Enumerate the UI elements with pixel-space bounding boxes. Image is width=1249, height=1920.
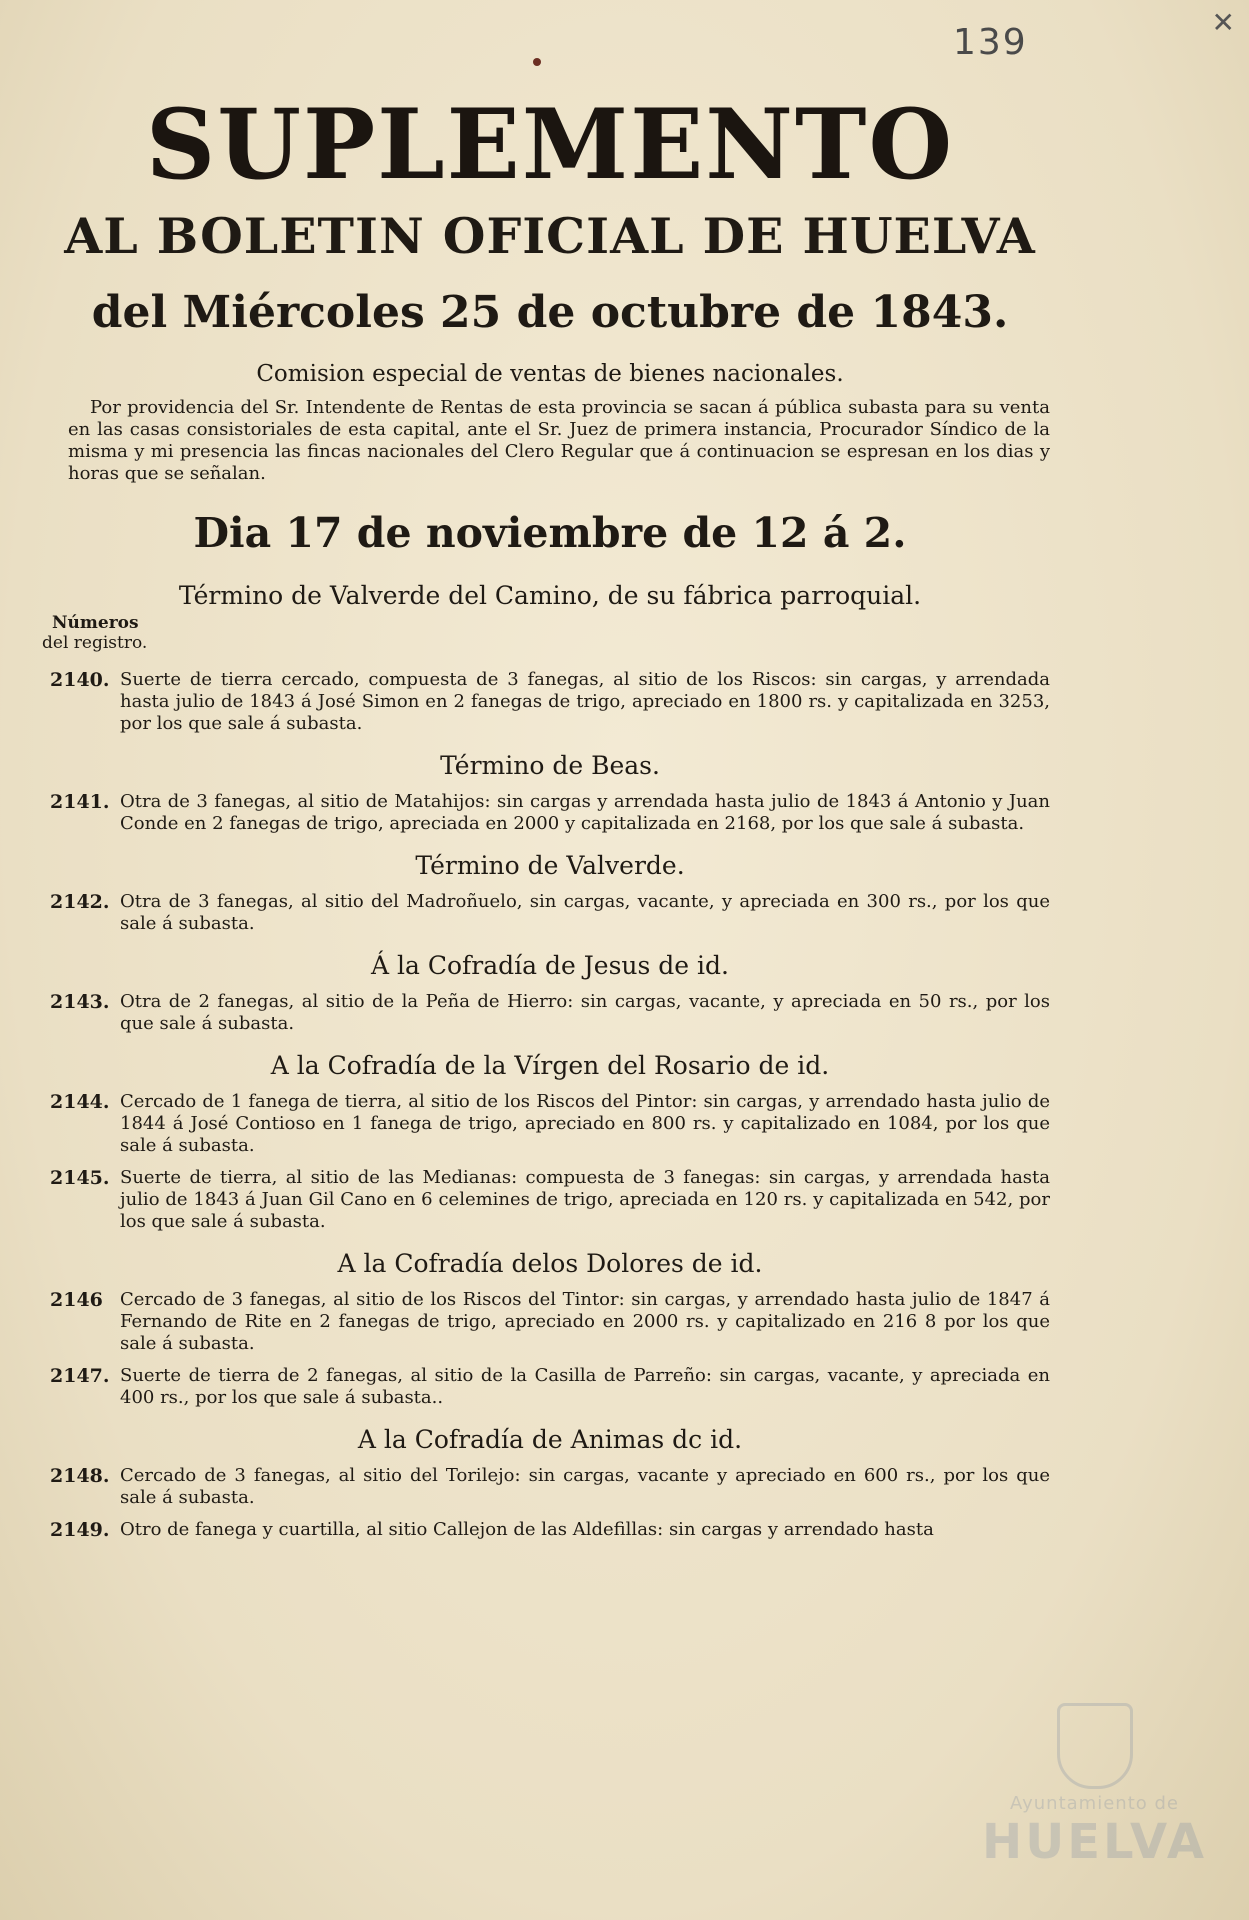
entry-number: 2146	[50, 1289, 103, 1311]
registry-label	[42, 613, 1050, 653]
entry-number: 2140.	[50, 669, 110, 691]
registry-entry	[50, 1365, 1050, 1409]
entry-text: Suerte de tierra de 2 fanegas, al sitio de la Casilla de Parreño: sin cargas, vacante, y apreciada en 400 rs., por los que sale á subasta..	[120, 1365, 1050, 1408]
entry-text: Otra de 3 fanegas, al sitio de Matahijos: sin cargas y arrendada hasta julio de 1843 á Antonio y Juan Conde en 2 fanegas de trigo, apreciada en 2000 y capitalizada en 2168, por los que sale á subasta.	[120, 791, 1050, 834]
section-heading: Término de Valverde del Camino, de su fábrica parroquial.	[178, 581, 922, 610]
registry-entry	[50, 1167, 1050, 1233]
entry-text: Cercado de 1 fanega de tierra, al sitio de los Riscos del Pintor: sin cargas, y arrendado hasta julio de 1844 á José Contioso en 1 fanega de trigo, apreciado en 800 rs. y capitalizado en 1084, por los que sale á subasta.	[120, 1091, 1050, 1156]
entry-number: 2142.	[50, 891, 110, 913]
section-heading: Término de Valverde.	[415, 851, 685, 880]
entry-number: 2145.	[50, 1167, 110, 1189]
day-heading: Dia 17 de noviembre de 12 á 2.	[193, 509, 907, 557]
commission-line: Comision especial de ventas de bienes nacionales.	[256, 361, 844, 387]
archive-watermark	[982, 1703, 1207, 1870]
section-heading: Á la Cofradía de Jesus de id.	[371, 951, 729, 980]
corner-mark: ✕	[1211, 6, 1235, 39]
registry-entry	[50, 891, 1050, 935]
entry-text: Suerte de tierra, al sitio de las Medianas: compuesta de 3 fanegas: sin cargas, y arrendada hasta julio de 1843 á Juan Gil Cano en 6 celemines de trigo, apreciada en 120 rs. y capitalizada en 542, por los que sale á subasta.	[120, 1167, 1050, 1232]
entry-number: 2149.	[50, 1519, 110, 1541]
registry-entry	[50, 991, 1050, 1035]
entry-number: 2141.	[50, 791, 110, 813]
entry-number: 2143.	[50, 991, 110, 1013]
registry-entry	[50, 1519, 1050, 1541]
crest-icon	[1057, 1703, 1133, 1789]
watermark-line1: Ayuntamiento de	[1010, 1793, 1179, 1814]
document-title: SUPLEMENTO	[145, 88, 955, 201]
watermark-line2: HUELVA	[982, 1814, 1207, 1870]
entry-text: Cercado de 3 fanegas, al sitio de los Riscos del Tintor: sin cargas, y arrendado hasta julio de 1847 á Fernando de Rite en 2 fanegas de trigo, apreciado en 2000 rs. y capitalizado en 216 8 por los que sale á subasta.	[120, 1289, 1050, 1354]
ink-dot	[533, 58, 541, 66]
section-heading: A la Cofradía delos Dolores de id.	[337, 1249, 763, 1278]
document-content	[42, 88, 1050, 1551]
entry-text: Otra de 2 fanegas, al sitio de la Peña de Hierro: sin cargas, vacante, y apreciada en 50 rs., por los que sale á subasta.	[120, 991, 1050, 1034]
section-heading: A la Cofradía de Animas dc id.	[357, 1425, 743, 1454]
entry-text: Suerte de tierra cercado, compuesta de 3 fanegas, al sitio de los Riscos: sin cargas, y arrendada hasta julio de 1843 á José Simon en 2 fanegas de trigo, apreciado en 1800 rs. y capitalizada en 3253, por los que sale á subasta.	[120, 669, 1050, 734]
entry-number: 2148.	[50, 1465, 110, 1487]
document-subtitle: AL BOLETIN OFICIAL DE HUELVA	[64, 207, 1036, 265]
registry-label-line2: del registro.	[42, 633, 148, 653]
intro-paragraph: Por providencia del Sr. Intendente de Rentas de esta provincia se sacan á pública subasta para su venta en las casas consistoriales de esta capital, ante el Sr. Juez de primera instancia, Procurador Síndico de la misma y mi presencia las fincas nacionales del Clero Regular que á continuacion se espresan en los dias y horas que se señalan.	[68, 397, 1050, 484]
registry-entry	[50, 1465, 1050, 1509]
registry-label-line1: Números	[52, 613, 139, 633]
registry-entry	[50, 1091, 1050, 1157]
entry-text: Otro de fanega y cuartilla, al sitio Callejon de las Aldefillas: sin cargas y arrendado hasta	[120, 1519, 934, 1540]
entry-number: 2147.	[50, 1365, 110, 1387]
document-date: del Miércoles 25 de octubre de 1843.	[91, 287, 1009, 338]
entry-text: Otra de 3 fanegas, al sitio del Madroñuelo, sin cargas, vacante, y apreciada en 300 rs., por los que sale á subasta.	[120, 891, 1050, 934]
archive-number: 139	[953, 22, 1028, 63]
entry-number: 2144.	[50, 1091, 110, 1113]
section-heading: Término de Beas.	[440, 751, 660, 780]
entry-text: Cercado de 3 fanegas, al sitio del Torilejo: sin cargas, vacante y apreciado en 600 rs., por los que sale á subasta.	[120, 1465, 1050, 1508]
registry-entry	[50, 791, 1050, 835]
registry-entry	[50, 669, 1050, 735]
section-heading: A la Cofradía de la Vírgen del Rosario de id.	[270, 1051, 830, 1080]
registry-entry	[50, 1289, 1050, 1355]
